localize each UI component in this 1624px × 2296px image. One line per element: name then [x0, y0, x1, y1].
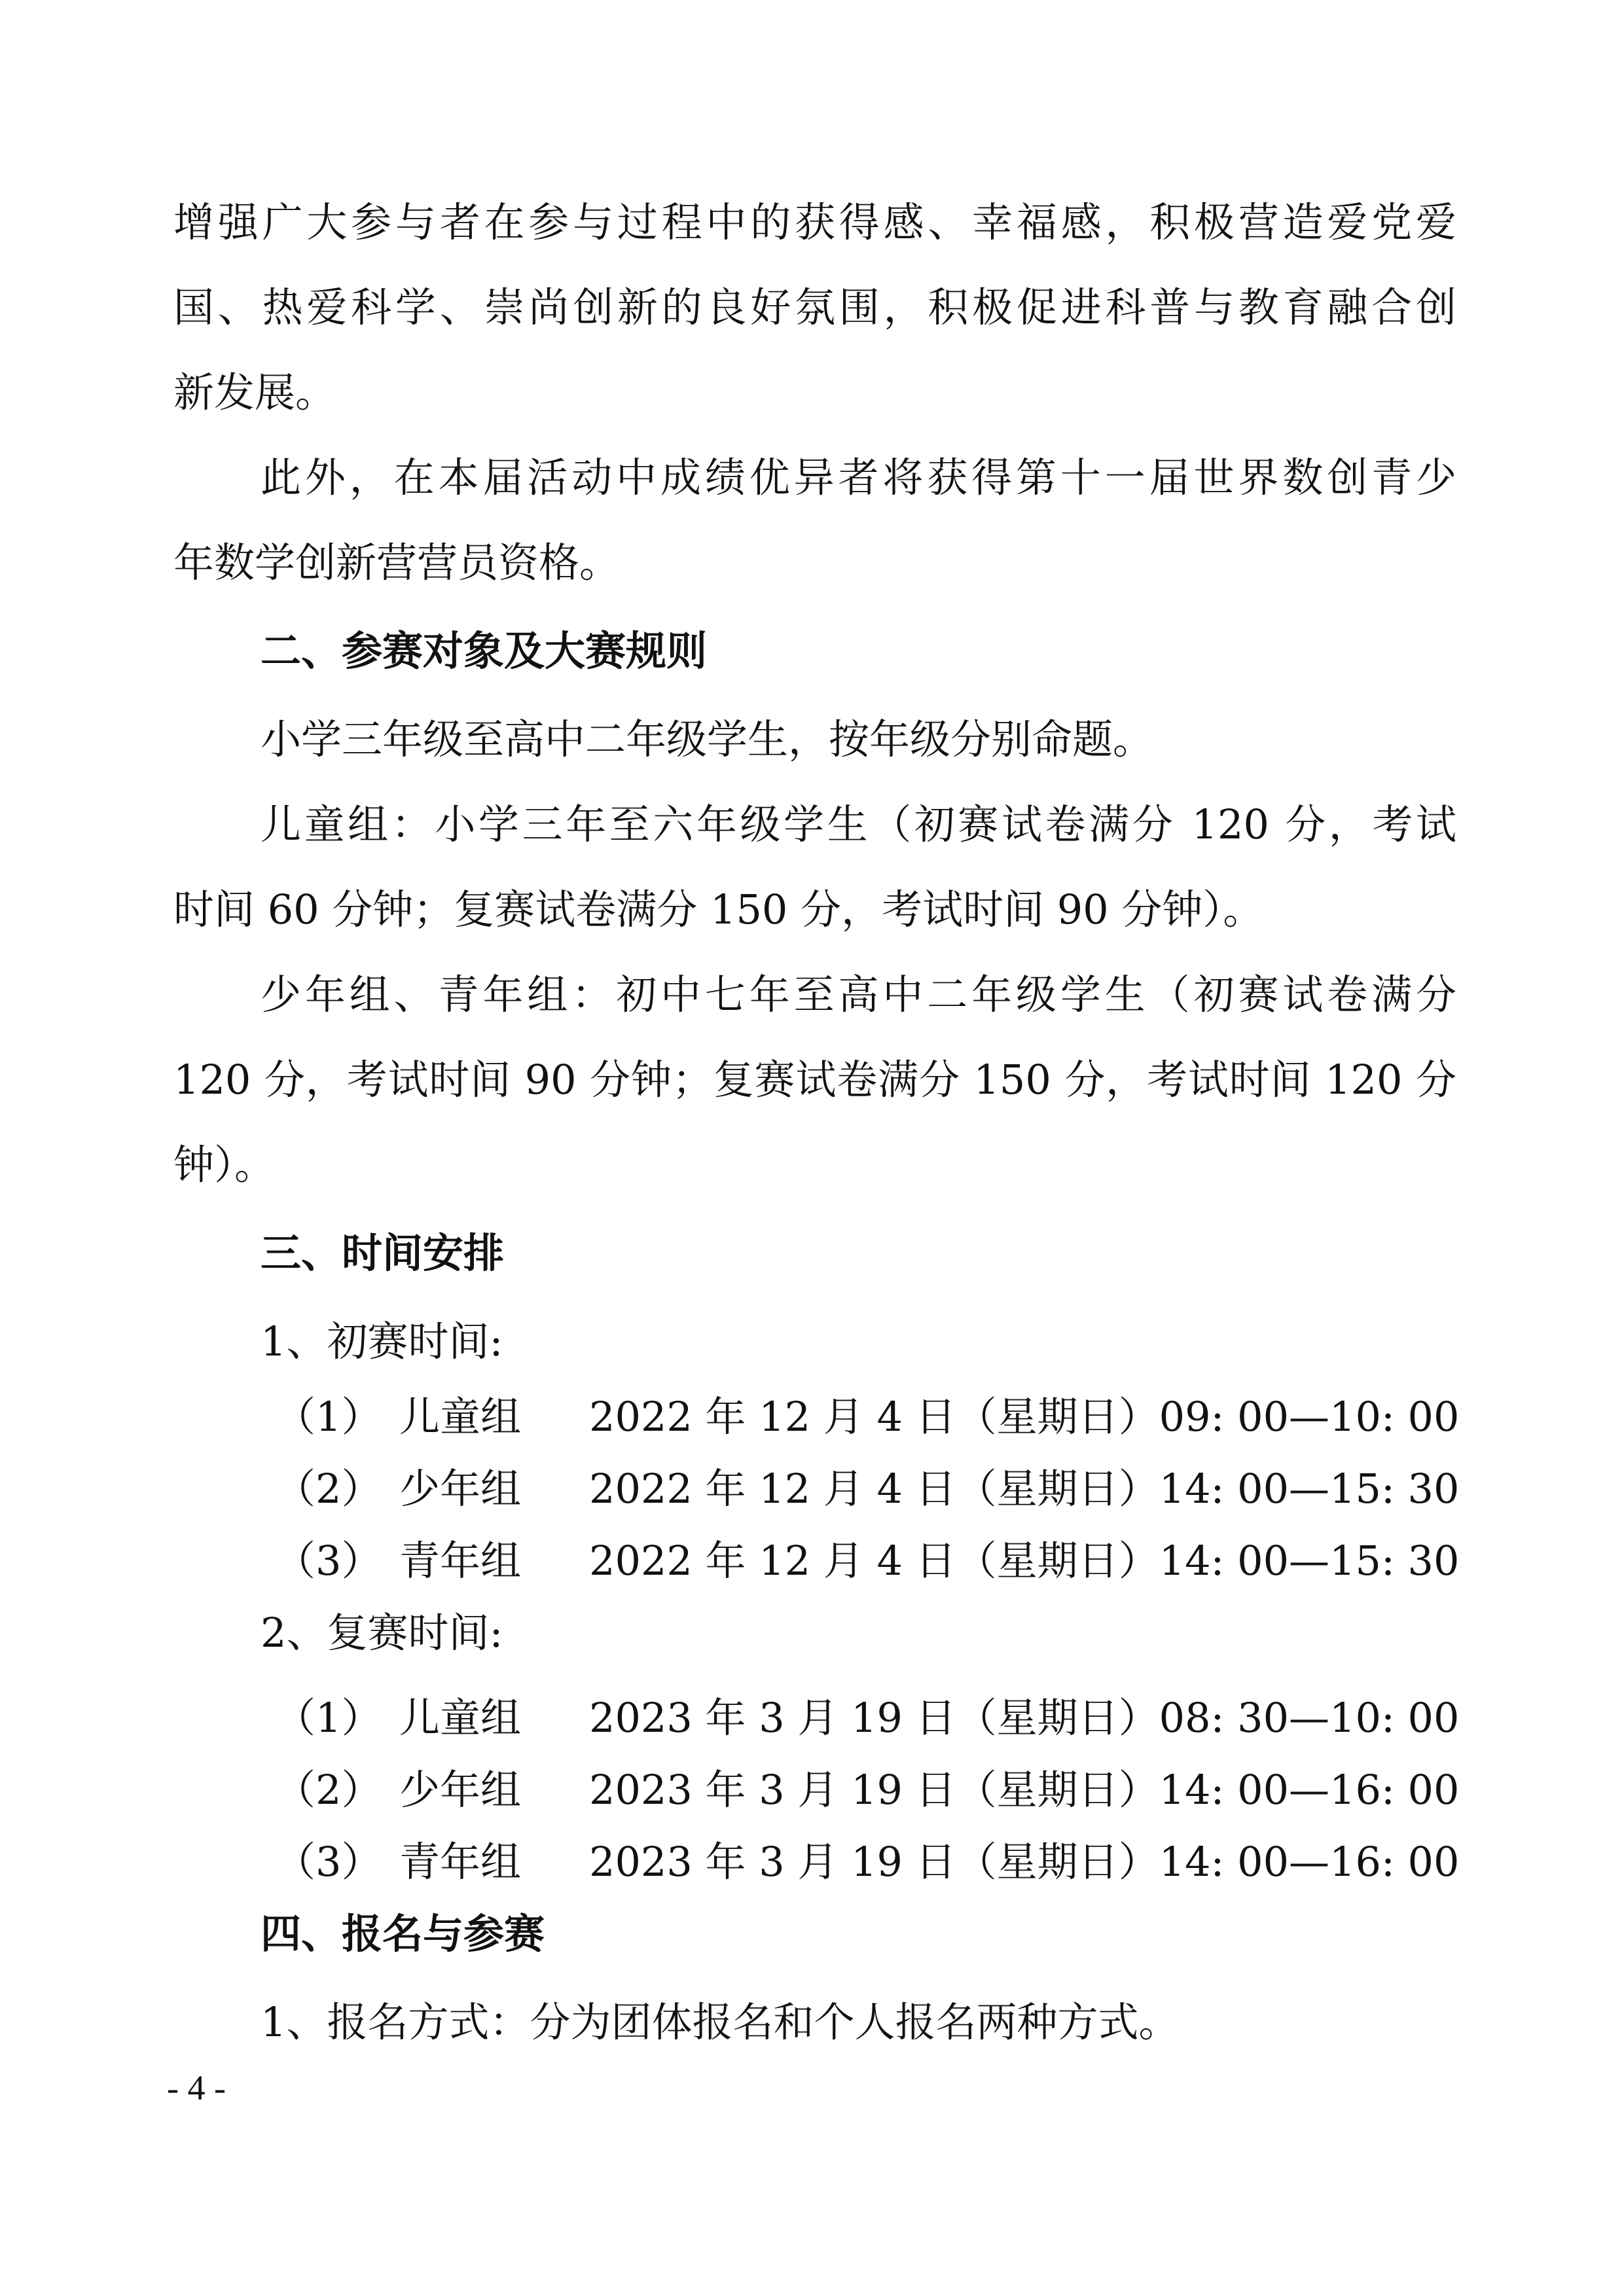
schedule-index: （2）	[275, 1766, 382, 1814]
schedule-index: （2）	[275, 1465, 382, 1513]
paragraph-line: 此外，在本届活动中成绩优异者将获得第十一届世界数创青少	[261, 454, 1456, 501]
prelim-title: 1、初赛时间:	[261, 1318, 503, 1365]
section-heading-participants: 二、参赛对象及大赛规则	[261, 627, 708, 675]
paragraph-line: 时间 60 分钟；复赛试卷满分 150 分，考试时间 90 分钟）。	[173, 886, 1264, 933]
schedule-group: 青年组	[399, 1537, 522, 1585]
section-heading-schedule: 三、时间安排	[261, 1229, 505, 1277]
page-number: - 4 -	[167, 2068, 226, 2108]
schedule-index: （3）	[275, 1838, 382, 1886]
section-heading-registration: 四、报名与参赛	[261, 1910, 545, 1958]
schedule-row	[275, 1391, 1459, 1443]
paragraph-line: 新发展。	[173, 368, 336, 416]
schedule-group: 儿童组	[399, 1393, 522, 1441]
schedule-time: 2022 年 12 月 4 日（星期日）09: 00—10: 00	[589, 1393, 1460, 1441]
paragraph-line: 钟）。	[173, 1141, 276, 1189]
paragraph-line: 儿童组：小学三年至六年级学生（初赛试卷满分 120 分，考试	[261, 800, 1456, 848]
schedule-time: 2023 年 3 月 19 日（星期日）14: 00—16: 00	[589, 1838, 1460, 1886]
schedule-index: （1）	[275, 1393, 382, 1441]
final-title: 2、复赛时间:	[261, 1609, 503, 1657]
paragraph-line: 增强广大参与者在参与过程中的获得感、幸福感，积极营造爱党爱	[173, 198, 1456, 246]
paragraph-line: 年数学创新营营员资格。	[173, 539, 621, 586]
schedule-row	[275, 1535, 1459, 1587]
schedule-index: （1）	[275, 1694, 382, 1742]
schedule-group: 少年组	[399, 1766, 522, 1814]
paragraph-line: 1、报名方式：分为团体报名和个人报名两种方式。	[261, 1998, 1180, 2046]
schedule-group: 青年组	[399, 1838, 522, 1886]
schedule-index: （3）	[275, 1537, 382, 1585]
paragraph-line: 少年组、青年组：初中七年至高中二年级学生（初赛试卷满分	[261, 971, 1456, 1018]
schedule-time: 2023 年 3 月 19 日（星期日）14: 00—16: 00	[589, 1766, 1460, 1814]
paragraph-line: 国、热爱科学、崇尚创新的良好氛围，积极促进科普与教育融合创	[173, 283, 1456, 331]
schedule-row	[275, 1764, 1459, 1816]
schedule-row	[275, 1836, 1459, 1888]
paragraph-line: 120 分，考试时间 90 分钟；复赛试卷满分 150 分，考试时间 120 分	[173, 1056, 1456, 1103]
schedule-time: 2022 年 12 月 4 日（星期日）14: 00—15: 30	[589, 1537, 1460, 1585]
paragraph-line: 小学三年级至高中二年级学生，按年级分别命题。	[261, 715, 1154, 763]
schedule-row	[275, 1463, 1459, 1515]
schedule-time: 2022 年 12 月 4 日（星期日）14: 00—15: 30	[589, 1465, 1460, 1513]
schedule-time: 2023 年 3 月 19 日（星期日）08: 30—10: 00	[589, 1694, 1460, 1742]
schedule-group: 少年组	[399, 1465, 522, 1513]
schedule-group: 儿童组	[399, 1694, 522, 1742]
schedule-row	[275, 1692, 1459, 1744]
